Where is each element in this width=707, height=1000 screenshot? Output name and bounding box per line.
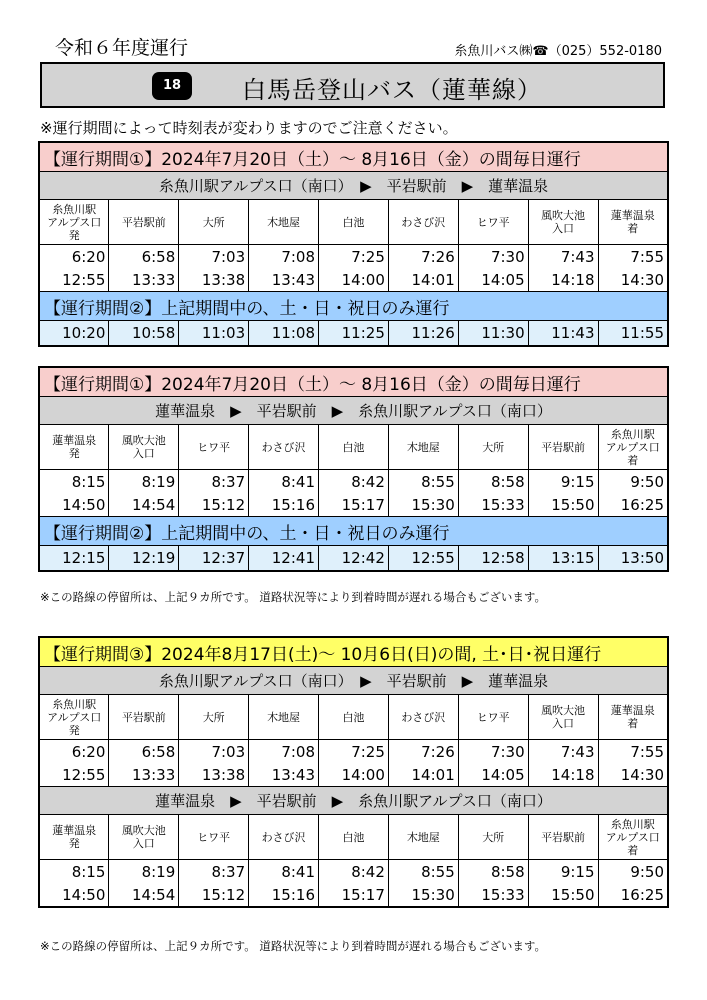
stop-name: ヒワ平 <box>179 425 249 470</box>
departure-time: 15:50 <box>528 883 598 907</box>
stop-name: 木地屋 <box>388 425 458 470</box>
departure-time: 7:25 <box>319 740 389 764</box>
departure-time: 13:15 <box>528 546 598 572</box>
departure-time: 8:41 <box>249 470 319 494</box>
departure-time: 14:05 <box>458 763 528 787</box>
stop-name: 大所 <box>179 695 249 740</box>
departure-time: 15:33 <box>458 493 528 517</box>
stop-header-row <box>39 815 668 860</box>
title-box <box>40 62 665 108</box>
departure-time: 16:25 <box>598 493 668 517</box>
stop-header-row <box>39 425 668 470</box>
departure-time: 11:43 <box>528 321 598 347</box>
stop-name: 蓮華温泉 発 <box>39 425 109 470</box>
departure-time: 8:55 <box>388 860 458 884</box>
stop-name: ヒワ平 <box>458 200 528 245</box>
departure-time: 11:26 <box>388 321 458 347</box>
departure-time: 12:15 <box>39 546 109 572</box>
departure-time: 8:15 <box>39 470 109 494</box>
departure-time: 15:30 <box>388 883 458 907</box>
departure-time: 14:50 <box>39 883 109 907</box>
stop-name: 白池 <box>319 695 389 740</box>
route-direction: 蓮華温泉 ▶ 平岩駅前 ▶ 糸魚川駅アルプス口（南口） <box>39 397 668 425</box>
route-number-badge: 18 <box>152 72 192 100</box>
departure-time: 6:20 <box>39 245 109 269</box>
departure-time: 12:55 <box>39 268 109 292</box>
stop-name: ヒワ平 <box>179 815 249 860</box>
time-row <box>39 740 668 764</box>
stop-name: わさび沢 <box>249 815 319 860</box>
departure-time: 12:37 <box>179 546 249 572</box>
timetable-period3 <box>38 636 669 908</box>
time-row <box>39 470 668 494</box>
departure-time: 13:50 <box>598 546 668 572</box>
departure-time: 13:43 <box>249 268 319 292</box>
departure-time: 8:19 <box>109 470 179 494</box>
departure-time: 14:00 <box>319 268 389 292</box>
stop-name: ヒワ平 <box>458 695 528 740</box>
time-row <box>39 763 668 787</box>
stop-name: 蓮華温泉 着 <box>598 200 668 245</box>
departure-time: 6:58 <box>109 740 179 764</box>
departure-time: 11:08 <box>249 321 319 347</box>
departure-time: 14:01 <box>388 268 458 292</box>
departure-time: 14:18 <box>528 268 598 292</box>
stop-name: 大所 <box>458 815 528 860</box>
stop-name: 風吹大池 入口 <box>528 200 598 245</box>
departure-time: 6:58 <box>109 245 179 269</box>
departure-time: 7:26 <box>388 740 458 764</box>
departure-time: 12:55 <box>39 763 109 787</box>
departure-time: 15:30 <box>388 493 458 517</box>
departure-time: 8:58 <box>458 470 528 494</box>
stop-name: 糸魚川駅 アルプス口 発 <box>39 695 109 740</box>
departure-time: 13:38 <box>179 763 249 787</box>
departure-time: 13:43 <box>249 763 319 787</box>
departure-time: 10:20 <box>39 321 109 347</box>
departure-time: 8:15 <box>39 860 109 884</box>
departure-time: 15:16 <box>249 883 319 907</box>
departure-time: 13:33 <box>109 763 179 787</box>
stop-name: 大所 <box>179 200 249 245</box>
route-direction: 蓮華温泉 ▶ 平岩駅前 ▶ 糸魚川駅アルプス口（南口） <box>39 787 668 815</box>
stop-name: 白池 <box>319 200 389 245</box>
stop-name: わさび沢 <box>388 200 458 245</box>
period-label: 【運行期間②】上記期間中の、土・日・祝日のみ運行 <box>39 292 668 321</box>
period-label: 【運行期間①】2024年7月20日（土）～ 8月16日（金）の間毎日運行 <box>39 367 668 397</box>
contact-info: 糸魚川バス㈱☎（025）552-0180 <box>454 44 662 59</box>
stop-name: 風吹大池 入口 <box>109 425 179 470</box>
departure-time: 7:25 <box>319 245 389 269</box>
stop-name: わさび沢 <box>249 425 319 470</box>
stop-name: 風吹大池 入口 <box>528 695 598 740</box>
departure-time: 7:30 <box>458 740 528 764</box>
departure-time: 15:16 <box>249 493 319 517</box>
time-row <box>39 268 668 292</box>
route-direction: 糸魚川駅アルプス口（南口） ▶ 平岩駅前 ▶ 蓮華温泉 <box>39 172 668 200</box>
fiscal-year-label: 令和６年度運行 <box>55 37 189 59</box>
departure-time: 14:30 <box>598 268 668 292</box>
departure-time: 7:55 <box>598 245 668 269</box>
departure-time: 14:30 <box>598 763 668 787</box>
departure-time: 13:38 <box>179 268 249 292</box>
departure-time: 11:03 <box>179 321 249 347</box>
stop-name: 平岩駅前 <box>528 815 598 860</box>
departure-time: 8:42 <box>319 470 389 494</box>
departure-time: 7:03 <box>179 740 249 764</box>
timetable-outbound-period1 <box>38 141 669 347</box>
departure-time: 8:19 <box>109 860 179 884</box>
stop-name: 大所 <box>458 425 528 470</box>
page-title: 白馬岳登山バス（蓮華線） <box>242 76 542 104</box>
departure-time: 12:58 <box>458 546 528 572</box>
stop-name: 糸魚川駅 アルプス口 着 <box>598 815 668 860</box>
departure-time: 14:54 <box>109 883 179 907</box>
stop-name: 木地屋 <box>249 200 319 245</box>
time-row <box>39 546 668 572</box>
stop-name: 平岩駅前 <box>528 425 598 470</box>
stop-name: 白池 <box>319 815 389 860</box>
departure-time: 6:20 <box>39 740 109 764</box>
departure-time: 11:55 <box>598 321 668 347</box>
departure-time: 10:58 <box>109 321 179 347</box>
departure-time: 7:08 <box>249 740 319 764</box>
stop-name: 平岩駅前 <box>109 200 179 245</box>
departure-time: 15:33 <box>458 883 528 907</box>
footnote: ※この路線の停留所は、上記９カ所です。 道路状況等により到着時間が遅れる場合もございます。 <box>40 939 546 953</box>
stop-name: 平岩駅前 <box>109 695 179 740</box>
stop-name: 木地屋 <box>249 695 319 740</box>
period-label: 【運行期間③】2024年8月17日(土)～ 10月6日(日)の間, 土･日･祝日運行 <box>39 637 668 667</box>
stop-name: 木地屋 <box>388 815 458 860</box>
departure-time: 9:50 <box>598 470 668 494</box>
departure-time: 8:55 <box>388 470 458 494</box>
time-row <box>39 245 668 269</box>
schedule-notice: ※運行期間によって時刻表が変わりますのでご注意ください。 <box>40 119 458 137</box>
departure-time: 15:12 <box>179 493 249 517</box>
departure-time: 15:17 <box>319 493 389 517</box>
stop-name: 白池 <box>319 425 389 470</box>
departure-time: 7:43 <box>528 245 598 269</box>
timetable-inbound-period1 <box>38 366 669 572</box>
departure-time: 8:58 <box>458 860 528 884</box>
departure-time: 15:50 <box>528 493 598 517</box>
stop-name: 蓮華温泉 発 <box>39 815 109 860</box>
period-label: 【運行期間②】上記期間中の、土・日・祝日のみ運行 <box>39 517 668 546</box>
departure-time: 9:15 <box>528 470 598 494</box>
stop-header-row <box>39 200 668 245</box>
departure-time: 7:30 <box>458 245 528 269</box>
departure-time: 11:25 <box>319 321 389 347</box>
departure-time: 14:50 <box>39 493 109 517</box>
departure-time: 12:41 <box>249 546 319 572</box>
departure-time: 14:00 <box>319 763 389 787</box>
departure-time: 8:37 <box>179 860 249 884</box>
departure-time: 16:25 <box>598 883 668 907</box>
departure-time: 7:08 <box>249 245 319 269</box>
departure-time: 12:55 <box>388 546 458 572</box>
stop-name: 糸魚川駅 アルプス口 発 <box>39 200 109 245</box>
departure-time: 14:01 <box>388 763 458 787</box>
departure-time: 14:05 <box>458 268 528 292</box>
departure-time: 13:33 <box>109 268 179 292</box>
time-row <box>39 860 668 884</box>
departure-time: 8:41 <box>249 860 319 884</box>
stop-header-row <box>39 695 668 740</box>
stop-name: 糸魚川駅 アルプス口 着 <box>598 425 668 470</box>
departure-time: 7:55 <box>598 740 668 764</box>
departure-time: 14:18 <box>528 763 598 787</box>
stop-name: 蓮華温泉 着 <box>598 695 668 740</box>
departure-time: 7:03 <box>179 245 249 269</box>
time-row <box>39 883 668 907</box>
departure-time: 12:19 <box>109 546 179 572</box>
departure-time: 14:54 <box>109 493 179 517</box>
departure-time: 8:42 <box>319 860 389 884</box>
departure-time: 7:26 <box>388 245 458 269</box>
departure-time: 9:50 <box>598 860 668 884</box>
route-direction: 糸魚川駅アルプス口（南口） ▶ 平岩駅前 ▶ 蓮華温泉 <box>39 667 668 695</box>
departure-time: 11:30 <box>458 321 528 347</box>
departure-time: 7:43 <box>528 740 598 764</box>
footnote: ※この路線の停留所は、上記９カ所です。 道路状況等により到着時間が遅れる場合もございます。 <box>40 590 546 604</box>
departure-time: 15:17 <box>319 883 389 907</box>
departure-time: 12:42 <box>319 546 389 572</box>
departure-time: 15:12 <box>179 883 249 907</box>
time-row <box>39 321 668 347</box>
stop-name: 風吹大池 入口 <box>109 815 179 860</box>
departure-time: 8:37 <box>179 470 249 494</box>
stop-name: わさび沢 <box>388 695 458 740</box>
time-row <box>39 493 668 517</box>
period-label: 【運行期間①】2024年7月20日（土）～ 8月16日（金）の間毎日運行 <box>39 142 668 172</box>
departure-time: 9:15 <box>528 860 598 884</box>
